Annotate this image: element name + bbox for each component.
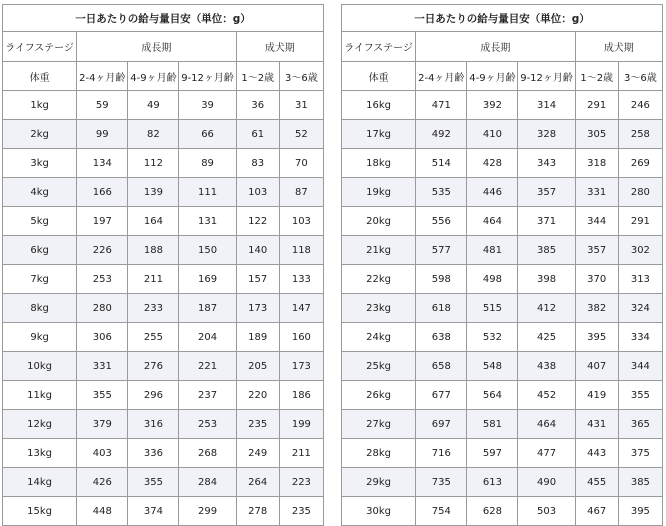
value-4-9-months: 564 [467, 381, 518, 410]
age-4-9-months-header: 4-9ヶ月齢 [128, 62, 179, 91]
value-3-6-years: 186 [279, 381, 323, 410]
value-1-2-years: 467 [575, 497, 618, 526]
value-3-6-years: 52 [279, 120, 323, 149]
value-9-12-months: 371 [518, 207, 575, 236]
value-2-4-months: 403 [77, 439, 128, 468]
value-4-9-months: 515 [467, 294, 518, 323]
value-2-4-months: 355 [77, 381, 128, 410]
feeding-table-left [2, 4, 324, 526]
value-2-4-months: 59 [77, 91, 128, 120]
value-4-9-months: 374 [128, 497, 179, 526]
weight-cell: 8kg [3, 294, 77, 323]
value-1-2-years: 395 [575, 323, 618, 352]
value-9-12-months: 343 [518, 149, 575, 178]
weight-cell: 6kg [3, 236, 77, 265]
table-row [342, 381, 663, 410]
growth-period-header: 成長期 [77, 32, 236, 62]
table-row [3, 352, 324, 381]
value-1-2-years: 431 [575, 410, 618, 439]
weight-header: 体重 [342, 62, 416, 91]
feeding-amount-table [341, 4, 663, 526]
value-3-6-years: 246 [618, 91, 662, 120]
value-4-9-months: 188 [128, 236, 179, 265]
age-1-2-years-header: 1～2歳 [575, 62, 618, 91]
value-1-2-years: 173 [236, 294, 279, 323]
table-row [3, 265, 324, 294]
value-9-12-months: 464 [518, 410, 575, 439]
value-2-4-months: 514 [416, 149, 467, 178]
value-2-4-months: 306 [77, 323, 128, 352]
value-9-12-months: 187 [179, 294, 236, 323]
table-title: 一日あたりの給与量目安（単位：g） [342, 5, 663, 32]
value-2-4-months: 535 [416, 178, 467, 207]
table-row [3, 236, 324, 265]
value-3-6-years: 103 [279, 207, 323, 236]
value-3-6-years: 118 [279, 236, 323, 265]
value-3-6-years: 365 [618, 410, 662, 439]
value-4-9-months: 597 [467, 439, 518, 468]
table-row [342, 497, 663, 526]
table-row [342, 294, 663, 323]
weight-cell: 22kg [342, 265, 416, 294]
value-2-4-months: 556 [416, 207, 467, 236]
weight-cell: 14kg [3, 468, 77, 497]
value-3-6-years: 344 [618, 352, 662, 381]
value-3-6-years: 385 [618, 468, 662, 497]
weight-cell: 26kg [342, 381, 416, 410]
weight-header: 体重 [3, 62, 77, 91]
value-2-4-months: 492 [416, 120, 467, 149]
weight-cell: 21kg [342, 236, 416, 265]
adult-period-header: 成犬期 [236, 32, 323, 62]
table-row [3, 497, 324, 526]
value-2-4-months: 716 [416, 439, 467, 468]
value-3-6-years: 395 [618, 497, 662, 526]
table-row [3, 120, 324, 149]
value-1-2-years: 235 [236, 410, 279, 439]
weight-cell: 4kg [3, 178, 77, 207]
value-4-9-months: 139 [128, 178, 179, 207]
value-2-4-months: 280 [77, 294, 128, 323]
value-1-2-years: 443 [575, 439, 618, 468]
value-3-6-years: 199 [279, 410, 323, 439]
value-1-2-years: 157 [236, 265, 279, 294]
table-row [342, 410, 663, 439]
value-2-4-months: 754 [416, 497, 467, 526]
value-1-2-years: 407 [575, 352, 618, 381]
value-2-4-months: 99 [77, 120, 128, 149]
value-2-4-months: 331 [77, 352, 128, 381]
value-3-6-years: 223 [279, 468, 323, 497]
value-9-12-months: 204 [179, 323, 236, 352]
weight-cell: 11kg [3, 381, 77, 410]
value-9-12-months: 253 [179, 410, 236, 439]
value-3-6-years: 334 [618, 323, 662, 352]
value-4-9-months: 410 [467, 120, 518, 149]
value-1-2-years: 83 [236, 149, 279, 178]
adult-period-header: 成犬期 [575, 32, 662, 62]
value-1-2-years: 370 [575, 265, 618, 294]
value-1-2-years: 264 [236, 468, 279, 497]
age-3-6-years-header: 3～6歳 [279, 62, 323, 91]
value-4-9-months: 464 [467, 207, 518, 236]
table-row [3, 439, 324, 468]
value-2-4-months: 658 [416, 352, 467, 381]
value-4-9-months: 548 [467, 352, 518, 381]
table-title: 一日あたりの給与量目安（単位：g） [3, 5, 324, 32]
table-row [3, 149, 324, 178]
value-9-12-months: 131 [179, 207, 236, 236]
table-row [342, 207, 663, 236]
value-3-6-years: 375 [618, 439, 662, 468]
value-2-4-months: 638 [416, 323, 467, 352]
value-9-12-months: 221 [179, 352, 236, 381]
weight-cell: 16kg [342, 91, 416, 120]
value-4-9-months: 82 [128, 120, 179, 149]
value-2-4-months: 448 [77, 497, 128, 526]
weight-cell: 29kg [342, 468, 416, 497]
value-4-9-months: 112 [128, 149, 179, 178]
life-stage-header: ライフステージ [342, 32, 416, 62]
value-2-4-months: 577 [416, 236, 467, 265]
value-2-4-months: 677 [416, 381, 467, 410]
age-3-6-years-header: 3～6歳 [618, 62, 662, 91]
value-4-9-months: 355 [128, 468, 179, 497]
value-2-4-months: 618 [416, 294, 467, 323]
value-9-12-months: 268 [179, 439, 236, 468]
value-2-4-months: 735 [416, 468, 467, 497]
value-4-9-months: 392 [467, 91, 518, 120]
weight-cell: 27kg [342, 410, 416, 439]
life-stage-header: ライフステージ [3, 32, 77, 62]
value-1-2-years: 331 [575, 178, 618, 207]
age-1-2-years-header: 1～2歳 [236, 62, 279, 91]
value-3-6-years: 147 [279, 294, 323, 323]
table-row [3, 410, 324, 439]
value-4-9-months: 276 [128, 352, 179, 381]
value-9-12-months: 412 [518, 294, 575, 323]
weight-cell: 28kg [342, 439, 416, 468]
value-9-12-months: 425 [518, 323, 575, 352]
value-9-12-months: 385 [518, 236, 575, 265]
table-row [342, 468, 663, 497]
table-row [342, 149, 663, 178]
table-row [342, 120, 663, 149]
table-row [3, 381, 324, 410]
value-9-12-months: 111 [179, 178, 236, 207]
value-3-6-years: 70 [279, 149, 323, 178]
value-9-12-months: 284 [179, 468, 236, 497]
value-4-9-months: 316 [128, 410, 179, 439]
weight-cell: 10kg [3, 352, 77, 381]
table-row [342, 323, 663, 352]
value-1-2-years: 103 [236, 178, 279, 207]
value-3-6-years: 173 [279, 352, 323, 381]
value-2-4-months: 253 [77, 265, 128, 294]
value-3-6-years: 133 [279, 265, 323, 294]
value-9-12-months: 237 [179, 381, 236, 410]
weight-cell: 23kg [342, 294, 416, 323]
weight-cell: 2kg [3, 120, 77, 149]
weight-cell: 20kg [342, 207, 416, 236]
value-2-4-months: 379 [77, 410, 128, 439]
value-1-2-years: 36 [236, 91, 279, 120]
value-2-4-months: 697 [416, 410, 467, 439]
age-9-12-months-header: 9-12ヶ月齢 [518, 62, 575, 91]
value-1-2-years: 122 [236, 207, 279, 236]
value-2-4-months: 426 [77, 468, 128, 497]
age-9-12-months-header: 9-12ヶ月齢 [179, 62, 236, 91]
value-9-12-months: 357 [518, 178, 575, 207]
value-3-6-years: 235 [279, 497, 323, 526]
value-4-9-months: 581 [467, 410, 518, 439]
value-1-2-years: 305 [575, 120, 618, 149]
value-2-4-months: 166 [77, 178, 128, 207]
value-1-2-years: 140 [236, 236, 279, 265]
value-2-4-months: 134 [77, 149, 128, 178]
value-3-6-years: 313 [618, 265, 662, 294]
value-9-12-months: 66 [179, 120, 236, 149]
value-9-12-months: 39 [179, 91, 236, 120]
value-4-9-months: 628 [467, 497, 518, 526]
table-row [342, 265, 663, 294]
value-1-2-years: 291 [575, 91, 618, 120]
value-1-2-years: 220 [236, 381, 279, 410]
value-4-9-months: 532 [467, 323, 518, 352]
table-row [342, 352, 663, 381]
value-4-9-months: 498 [467, 265, 518, 294]
weight-cell: 30kg [342, 497, 416, 526]
value-3-6-years: 280 [618, 178, 662, 207]
table-row [342, 236, 663, 265]
value-2-4-months: 226 [77, 236, 128, 265]
value-4-9-months: 233 [128, 294, 179, 323]
value-1-2-years: 205 [236, 352, 279, 381]
value-9-12-months: 89 [179, 149, 236, 178]
value-4-9-months: 481 [467, 236, 518, 265]
table-row [3, 178, 324, 207]
value-1-2-years: 455 [575, 468, 618, 497]
value-9-12-months: 438 [518, 352, 575, 381]
age-2-4-months-header: 2-4ヶ月齢 [77, 62, 128, 91]
weight-cell: 13kg [3, 439, 77, 468]
value-3-6-years: 211 [279, 439, 323, 468]
feeding-amount-table [2, 4, 324, 526]
value-9-12-months: 477 [518, 439, 575, 468]
value-2-4-months: 471 [416, 91, 467, 120]
weight-cell: 18kg [342, 149, 416, 178]
weight-cell: 5kg [3, 207, 77, 236]
weight-cell: 24kg [342, 323, 416, 352]
value-9-12-months: 328 [518, 120, 575, 149]
value-1-2-years: 249 [236, 439, 279, 468]
value-4-9-months: 296 [128, 381, 179, 410]
value-9-12-months: 503 [518, 497, 575, 526]
table-row [342, 439, 663, 468]
table-row [342, 178, 663, 207]
value-3-6-years: 160 [279, 323, 323, 352]
value-2-4-months: 598 [416, 265, 467, 294]
value-3-6-years: 302 [618, 236, 662, 265]
table-row [3, 207, 324, 236]
value-3-6-years: 324 [618, 294, 662, 323]
value-3-6-years: 31 [279, 91, 323, 120]
table-row [3, 468, 324, 497]
value-9-12-months: 150 [179, 236, 236, 265]
value-3-6-years: 269 [618, 149, 662, 178]
value-9-12-months: 490 [518, 468, 575, 497]
value-1-2-years: 382 [575, 294, 618, 323]
value-9-12-months: 299 [179, 497, 236, 526]
value-1-2-years: 357 [575, 236, 618, 265]
value-1-2-years: 344 [575, 207, 618, 236]
value-3-6-years: 87 [279, 178, 323, 207]
value-4-9-months: 255 [128, 323, 179, 352]
value-1-2-years: 61 [236, 120, 279, 149]
value-4-9-months: 164 [128, 207, 179, 236]
value-1-2-years: 318 [575, 149, 618, 178]
table-row [3, 323, 324, 352]
value-4-9-months: 49 [128, 91, 179, 120]
growth-period-header: 成長期 [416, 32, 575, 62]
weight-cell: 1kg [3, 91, 77, 120]
weight-cell: 25kg [342, 352, 416, 381]
value-1-2-years: 419 [575, 381, 618, 410]
value-3-6-years: 355 [618, 381, 662, 410]
value-9-12-months: 169 [179, 265, 236, 294]
value-3-6-years: 258 [618, 120, 662, 149]
weight-cell: 3kg [3, 149, 77, 178]
table-row [342, 91, 663, 120]
value-4-9-months: 211 [128, 265, 179, 294]
value-2-4-months: 197 [77, 207, 128, 236]
feeding-table-right [341, 4, 663, 526]
table-row [3, 294, 324, 323]
age-2-4-months-header: 2-4ヶ月齢 [416, 62, 467, 91]
value-1-2-years: 278 [236, 497, 279, 526]
value-9-12-months: 398 [518, 265, 575, 294]
weight-cell: 19kg [342, 178, 416, 207]
weight-cell: 9kg [3, 323, 77, 352]
value-9-12-months: 452 [518, 381, 575, 410]
weight-cell: 12kg [3, 410, 77, 439]
table-row [3, 91, 324, 120]
value-1-2-years: 189 [236, 323, 279, 352]
value-9-12-months: 314 [518, 91, 575, 120]
weight-cell: 7kg [3, 265, 77, 294]
value-4-9-months: 446 [467, 178, 518, 207]
value-4-9-months: 613 [467, 468, 518, 497]
age-4-9-months-header: 4-9ヶ月齢 [467, 62, 518, 91]
weight-cell: 17kg [342, 120, 416, 149]
value-4-9-months: 428 [467, 149, 518, 178]
value-4-9-months: 336 [128, 439, 179, 468]
value-3-6-years: 291 [618, 207, 662, 236]
weight-cell: 15kg [3, 497, 77, 526]
